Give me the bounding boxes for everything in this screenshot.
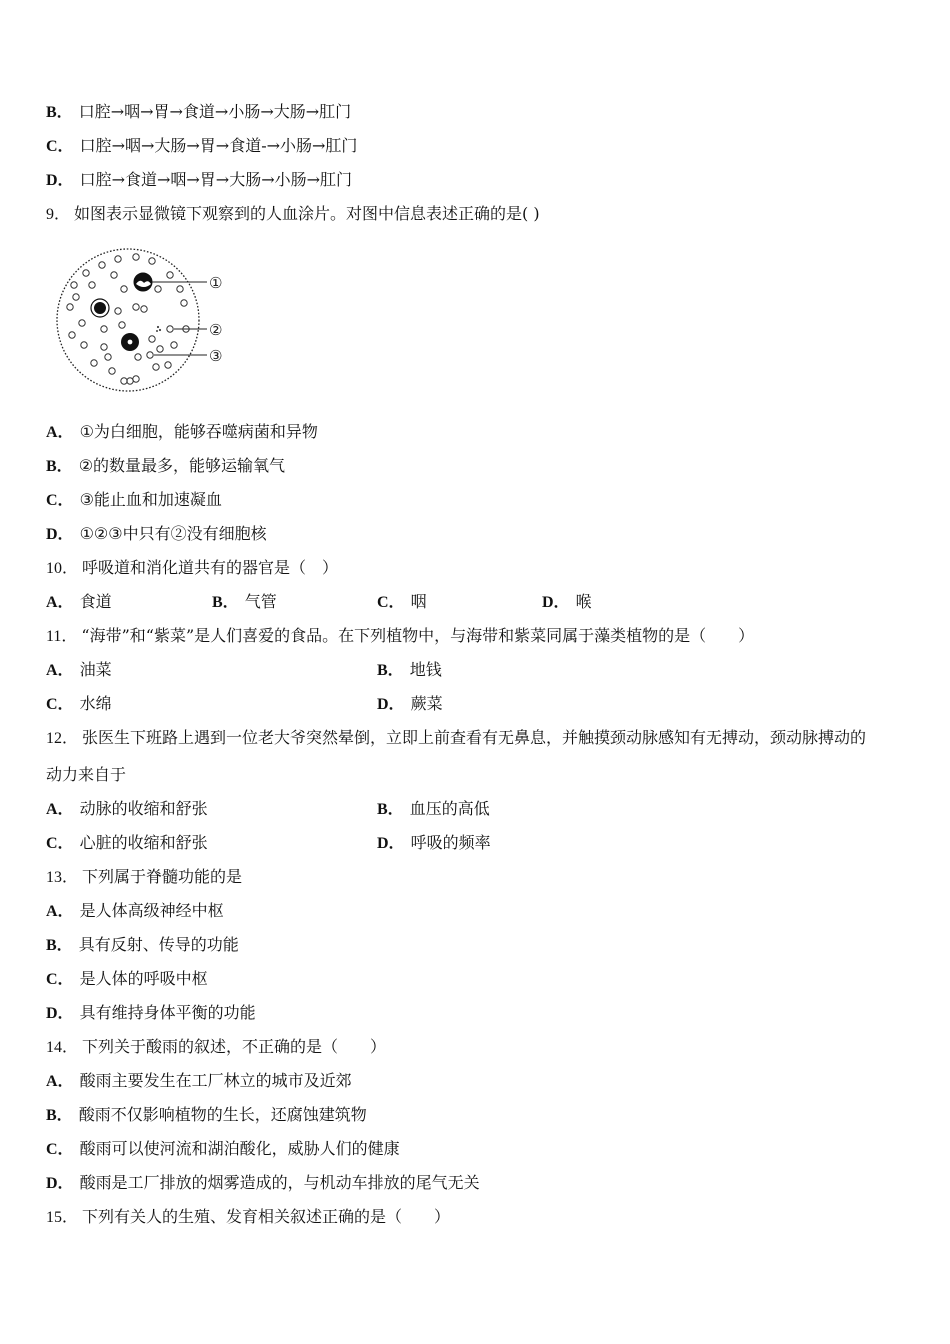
q11-option-b: B． 地钱 [377,660,442,679]
q12-stem-line1: 12． 张医生下班路上遇到一位老大爷突然晕倒，立即上前查看有无鼻息，并触摸颈动脉感知有无搏动，颈动脉搏动的 [46,728,867,747]
q12-option-a: A． 动脉的收缩和舒张 [46,799,208,818]
q8-option-c: C． 口腔→咽→大肠→胃→食道-→小肠→肛门 [46,136,358,155]
q15-stem: 15． 下列有关人的生殖、发育相关叙述正确的是（ ） [46,1207,451,1226]
figure-label-3: ③ [209,347,223,365]
q10-option-c: C． 咽 [377,592,427,611]
q9-option-c: C． ③能止血和加速凝血 [46,490,222,509]
blood-smear-figure [52,245,242,395]
q10-option-a: A． 食道 [46,592,112,611]
platelets [156,326,161,332]
figure-label-1: ① [209,274,223,292]
figure-label-2: ② [209,321,223,339]
q14-option-d: D． 酸雨是工厂排放的烟雾造成的，与机动车排放的尾气无关 [46,1173,480,1192]
q13-option-c: C． 是人体的呼吸中枢 [46,969,208,988]
q11-option-c: C． 水绵 [46,694,112,713]
red-blood-cells [67,254,189,384]
q8-option-d: D． 口腔→食道→咽→胃→大肠→小肠→肛门 [46,170,353,189]
q9-option-d: D． ①②③中只有②没有细胞核 [46,524,267,543]
q13-option-a: A． 是人体高级神经中枢 [46,901,224,920]
q14-option-c: C． 酸雨可以使河流和湖泊酸化，威胁人们的健康 [46,1139,400,1158]
q12-option-d: D． 呼吸的频率 [377,833,491,852]
field-of-view-circle [57,249,199,391]
q11-option-a: A． 油菜 [46,660,112,679]
q10-option-d: D． 喉 [542,592,592,611]
q12-option-b: B． 血压的高低 [377,799,490,818]
q11-option-d: D． 蕨菜 [377,694,443,713]
q12-option-c: C． 心脏的收缩和舒张 [46,833,208,852]
q10-stem: 10． 呼吸道和消化道共有的器官是（ ） [46,558,339,577]
q11-stem: 11． “海带”和“紫菜”是人们喜爱的食品。在下列植物中，与海带和紫菜同属于藻类植物的是（ ） [46,626,755,645]
q14-option-b: B． 酸雨不仅影响植物的生长，还腐蚀建筑物 [46,1105,367,1124]
q13-option-b: B． 具有反射、传导的功能 [46,935,239,954]
q9-option-b: B． ②的数量最多，能够运输氧气 [46,456,286,475]
nucleus-left [94,302,106,314]
q13-stem: 13． 下列属于脊髓功能的是 [46,867,243,886]
q14-option-a: A． 酸雨主要发生在工厂林立的城市及近郊 [46,1071,352,1090]
q9-stem: 9． 如图表示显微镜下观察到的人血涂片。对图中信息表述正确的是( ) [46,204,540,223]
q14-stem: 14． 下列关于酸雨的叙述，不正确的是（ ） [46,1037,387,1056]
q13-option-d: D． 具有维持身体平衡的功能 [46,1003,256,1022]
q9-option-a: A． ①为白细胞，能够吞噬病菌和异物 [46,422,318,441]
q8-option-b: B． 口腔→咽→胃→食道→小肠→大肠→肛门 [46,102,352,121]
q12-stem-line2: 动力来自于 [46,765,127,784]
q10-option-b: B． 气管 [212,592,277,611]
